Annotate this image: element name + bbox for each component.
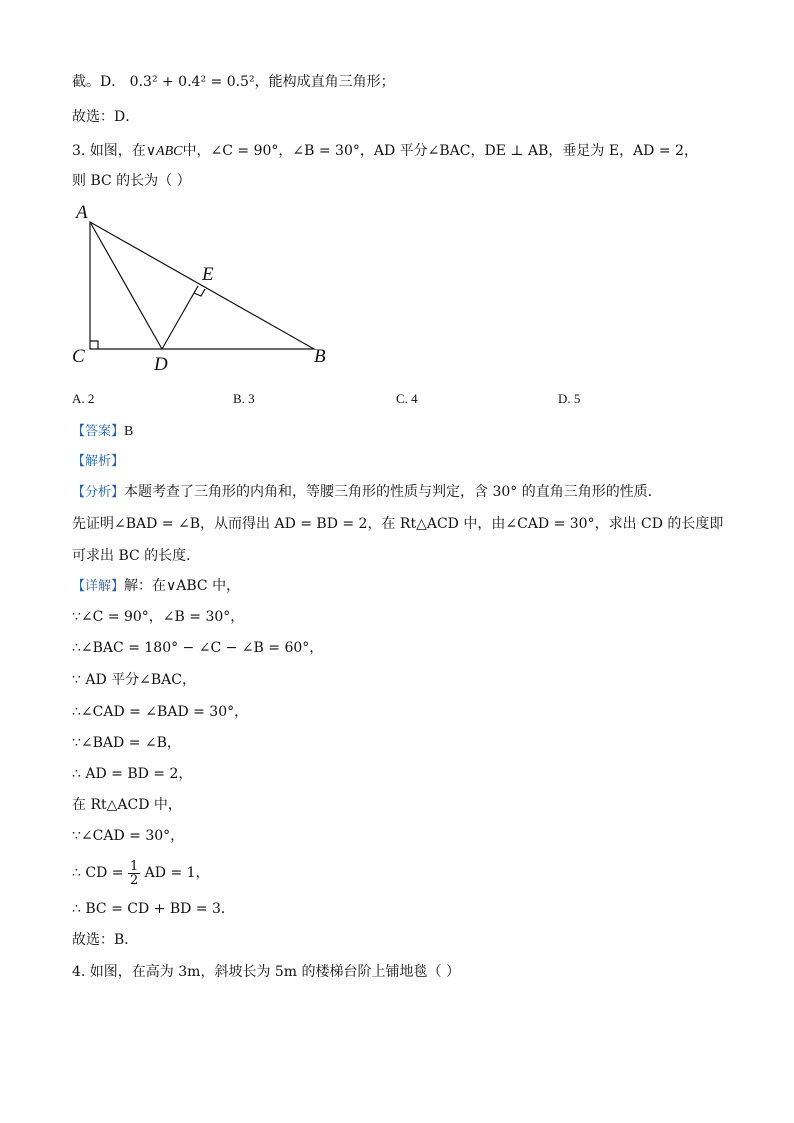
text-line-choose-d: 故选：D． <box>72 109 140 125</box>
answer-tag: 【答案】 <box>72 424 125 439</box>
triangle-figure <box>70 200 350 380</box>
step-8: ∵∠CAD = 30°， <box>72 828 185 844</box>
analysis-heading <box>72 451 124 472</box>
option-d[interactable]: D. 5 <box>558 391 581 406</box>
step-6: ∴ AD = BD = 2， <box>72 766 193 782</box>
fraction-one-half: $\frac{1}{2}$ <box>129 858 139 888</box>
question-3-stem: 3. 如图，在∨ABC中，∠C = 90°，∠B = 30°，AD 平分∠BAC，DE ⊥ AB，垂足为 E，AD = 2， <box>72 143 698 159</box>
analysis-summary: 【分析】本题考查了三角形的内角和，等腰三角形的性质与判定，含 30° 的直角三角形的性质． <box>72 484 662 500</box>
analysis-tag: 【解析】 <box>72 454 125 469</box>
label-e: E <box>202 264 214 285</box>
question-3-prompt: 则 BC 的长为（ ） <box>72 173 191 189</box>
final-choice: 故选：B． <box>72 932 139 948</box>
right-angle-mark-c <box>90 341 98 349</box>
label-c: C <box>72 346 85 367</box>
segment-de <box>162 286 198 349</box>
label-d: D <box>154 354 168 375</box>
analysis-line-2: 可求出 BC 的长度． <box>72 548 201 564</box>
step-7: 在 Rt△ACD 中， <box>72 797 182 813</box>
label-a: A <box>76 202 88 223</box>
step-1: ∵∠C = 90°，∠B = 30°， <box>72 609 245 625</box>
step-9-fraction: ∴ CD = $\frac{1}{2}$ AD = 1， <box>72 858 210 888</box>
step-3: ∵ AD 平分∠BAC， <box>72 672 196 688</box>
fenxi-tag: 【分析】 <box>72 485 125 500</box>
step-10: ∴ BC = CD + BD = 3． <box>72 901 235 917</box>
step-4: ∴∠CAD = ∠BAD = 30°， <box>72 704 249 720</box>
detail-tag: 【详解】 <box>72 579 125 594</box>
option-b[interactable]: B. 3 <box>233 391 255 406</box>
text-line-previous-answer: 截。D． 0.3² + 0.4² = 0.5²，能构成直角三角形； <box>72 74 395 90</box>
option-c[interactable]: C. 4 <box>396 391 418 406</box>
step-5: ∵∠BAD = ∠B， <box>72 735 181 751</box>
step-2: ∴∠BAC = 180° − ∠C − ∠B = 60°， <box>72 640 324 656</box>
question-4-stem: 4. 如图，在高为 3m，斜坡长为 5m 的楼梯台阶上铺地毯（ ） <box>72 964 460 980</box>
answer-line: 【答案】B <box>72 424 134 439</box>
label-b: B <box>314 346 326 367</box>
option-a[interactable]: A. 2 <box>72 391 95 406</box>
triangle-abc <box>90 222 314 349</box>
segment-ad <box>90 222 162 349</box>
analysis-line-1: 先证明∠BAD = ∠B，从而得出 AD = BD = 2，在 Rt△ACD 中，由∠CAD = 30°，求出 CD 的长度即 <box>72 516 724 532</box>
detail-heading: 【详解】解：在∨ABC 中， <box>72 578 241 594</box>
